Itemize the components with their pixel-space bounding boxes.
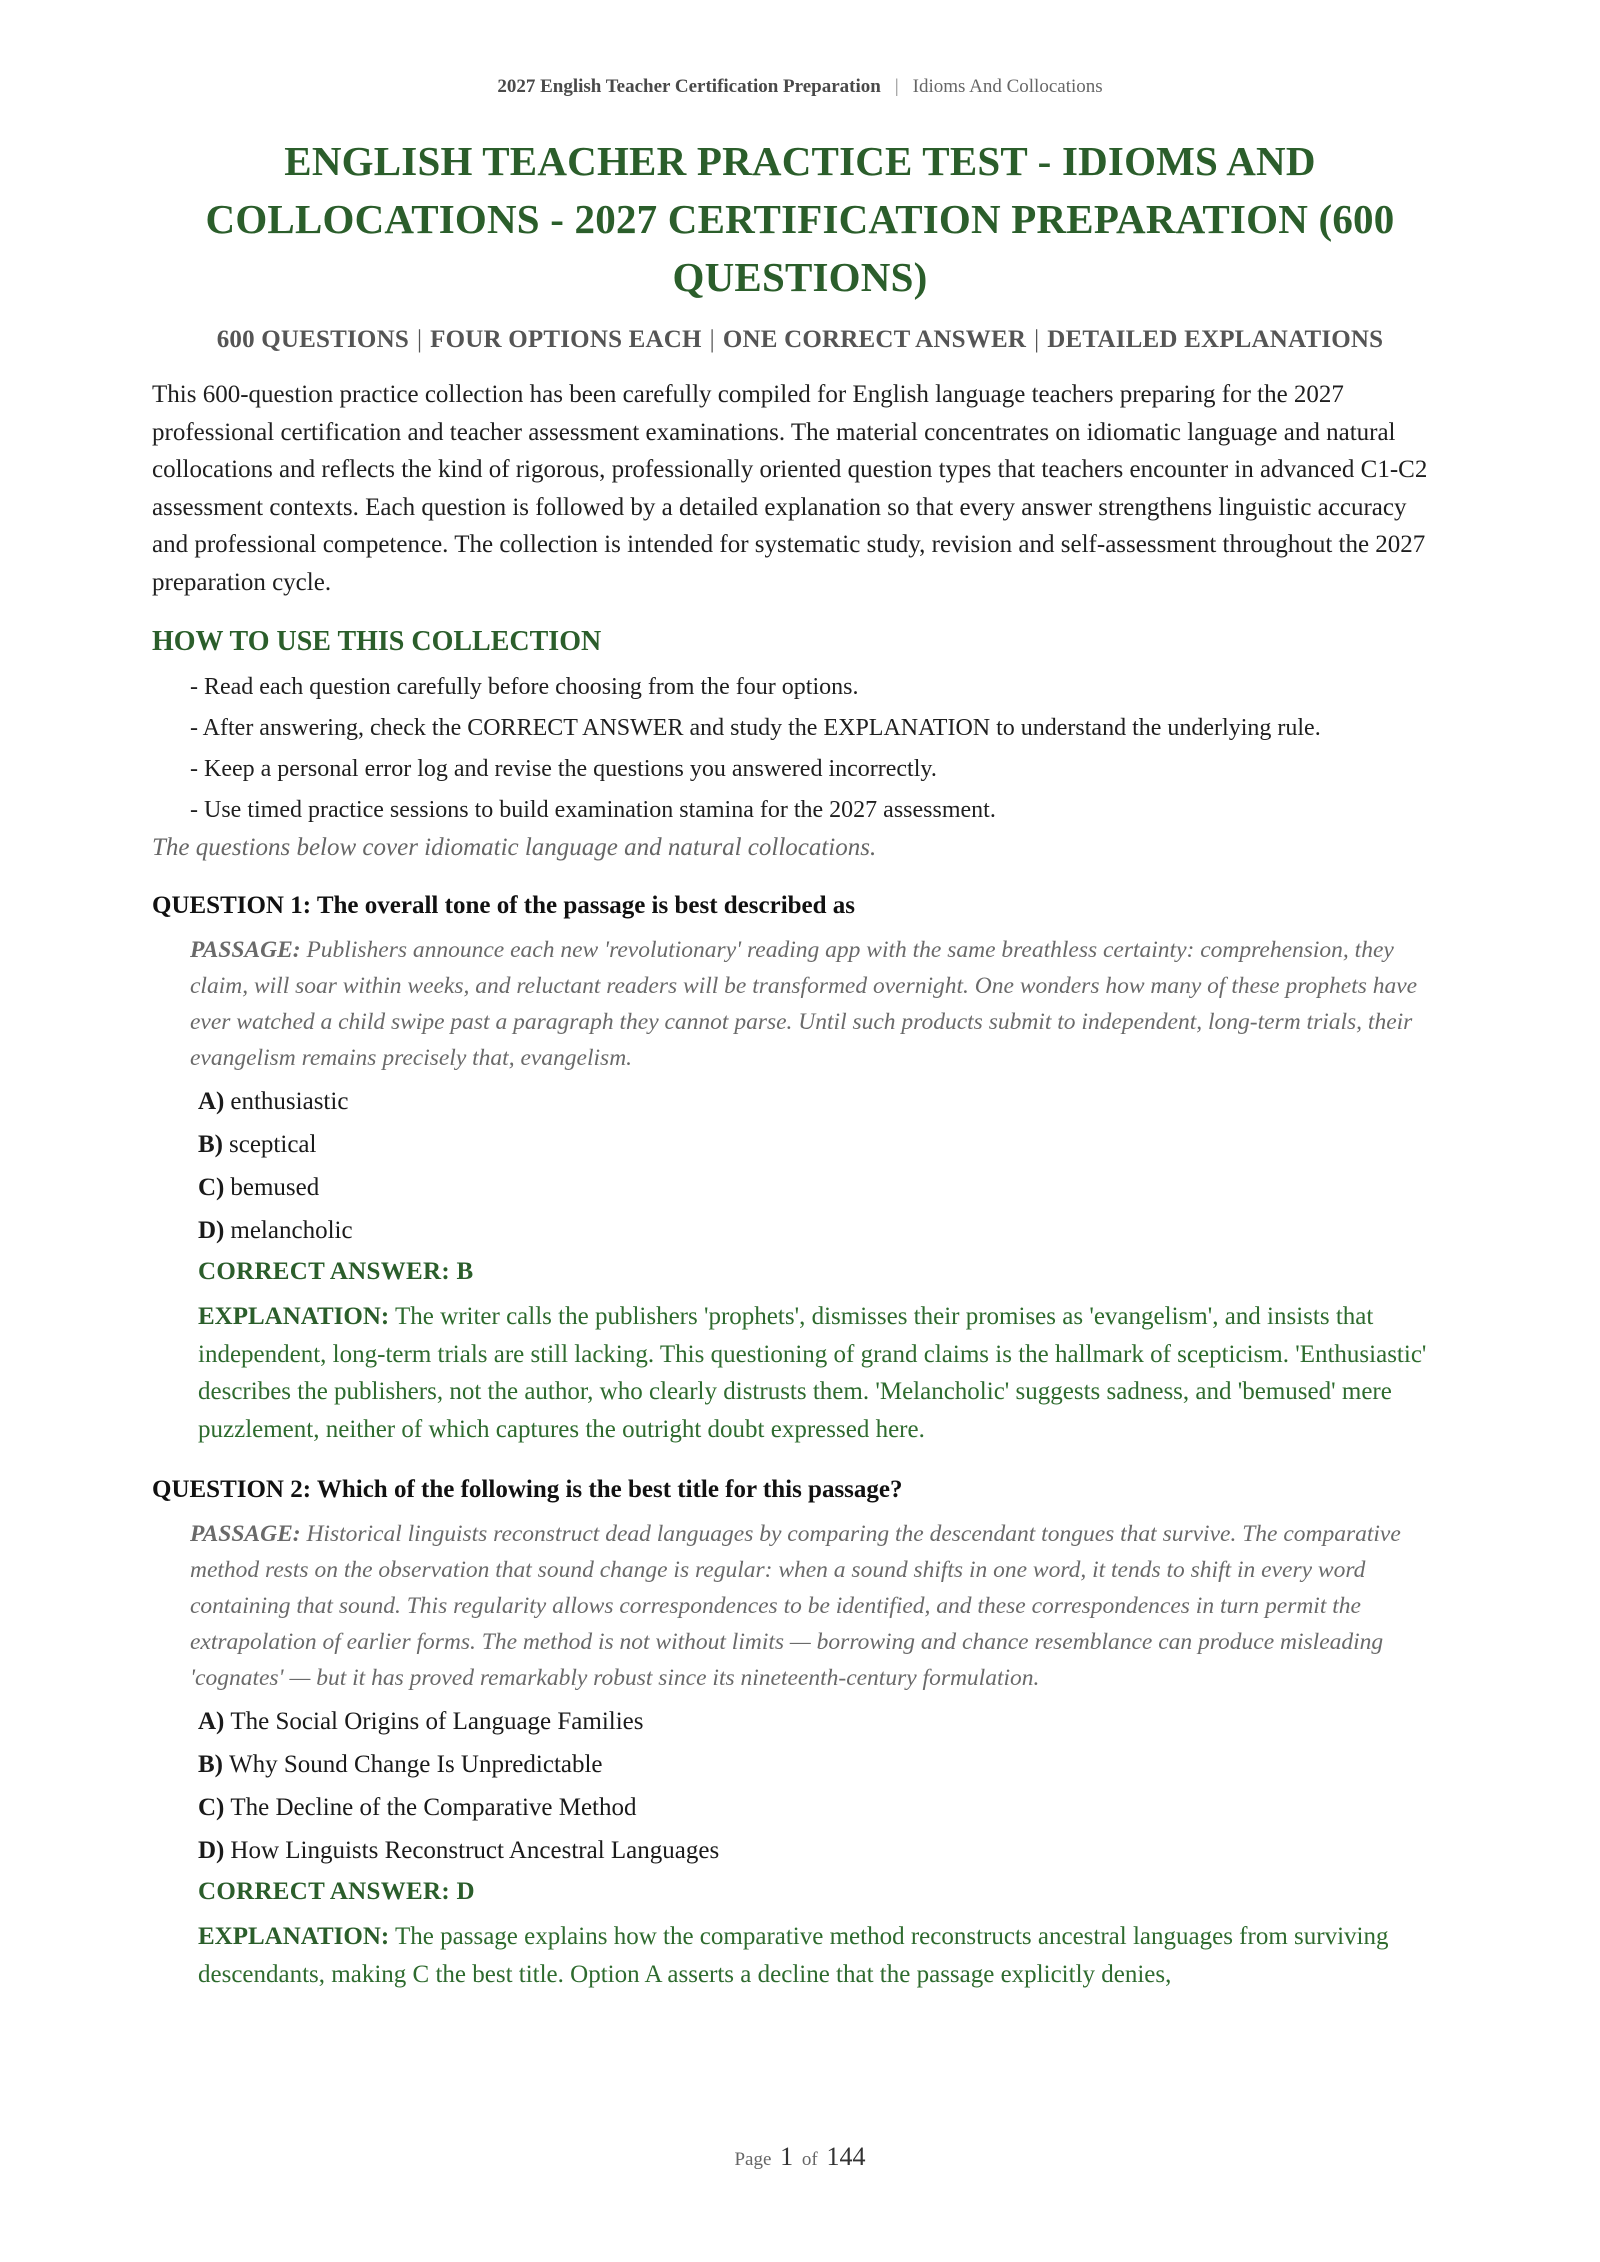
answer-options [198,1086,1448,1246]
option-letter: C) [198,1794,225,1821]
header-series-title: 2027 English Teacher Certification Preparation [497,76,881,97]
explanation-text: The passage explains how the comparative method reconstructs ancestral languages from surviving descendants, making C the best title. Option A asserts a decline that the passage explicitly denies, [198,1923,1389,1988]
answer-option-c [198,1172,1448,1203]
list-item: - Use timed practice sessions to build examination stamina for the 2027 assessment. [190,797,996,823]
how-to-use-heading: HOW TO USE THIS COLLECTION [152,626,602,657]
subtitle-separator: | [1034,326,1040,353]
running-header [0,76,1600,98]
document-title: ENGLISH TEACHER PRACTICE TEST - IDIOMS AND COLLOCATIONS - 2027 CERTIFICATION PREPARATION (600 QUESTIONS) [205,138,1395,300]
header-separator: | [894,76,899,97]
answer-options [198,1706,1448,1866]
page-number: 1 [780,2142,794,2171]
option-text: Why Sound Change Is Unpredictable [229,1751,603,1778]
passage-text: Publishers announce each new 'revolutionary' reading app with the same breathless certainty: comprehension, they claim, will soar within weeks, and reluctant readers will be transformed overnight. One wonders how many of these prophets have ever watched a child swipe past a paragraph they cannot parse. Until such products submit to independent, long-term trials, their evangelism remains precisely that, evangelism. [190,937,1418,1071]
passage [190,1516,1448,1696]
collection-note: The questions below cover idiomatic language and natural collocations. [152,834,877,861]
passage-label: PASSAGE: [190,1521,301,1547]
answer-option-b [198,1749,1448,1780]
option-text: How Linguists Reconstruct Ancestral Languages [230,1837,720,1864]
explanation-text: The writer calls the publishers 'prophets', dismisses their promises as 'evangelism', and insists that independent, long-term trials are still lacking. This questioning of grand claims is the hallmark of scepticism. 'Enthusiastic' describes the publishers, not the author, who clearly distrusts them. 'Melancholic' suggests sadness, and 'bemused' mere puzzlement, neither of which captures the outright doubt expressed here. [198,1303,1427,1443]
explanation-label: EXPLANATION: [198,1923,390,1950]
option-text: melancholic [230,1217,353,1244]
option-letter: B) [198,1751,223,1778]
list-item: - Keep a personal error log and revise the questions you answered incorrectly. [190,756,937,782]
option-letter: A) [198,1708,225,1735]
page-footer [0,2142,1600,2172]
page-total: 144 [826,2142,866,2171]
how-to-use-list [152,670,1448,828]
option-letter: D) [198,1837,225,1864]
page-content [152,132,1448,1993]
document-subtitle [152,326,1448,354]
option-letter: B) [198,1131,223,1158]
intro-paragraph: This 600-question practice collection has been carefully compiled for English language teachers preparing for the 2027 professional certification and teacher assessment examinations. The material concentrates on idiomatic language and natural collocations and reflects the kind of rigorous, professionally oriented question types that teachers encounter in advanced C1-C2 assessment contexts. Each question is followed by a detailed explanation so that every answer strengthens linguistic accuracy and professional competence. The collection is intended for systematic study, revision and self-assessment throughout the 2027 preparation cycle. [152,381,1428,596]
list-item: - After answering, check the CORRECT ANSWER and study the EXPLANATION to understand the underlying rule. [190,715,1321,741]
passage [190,932,1448,1076]
question-heading: QUESTION 2: Which of the following is the best title for this passage? [152,1476,903,1503]
explanation-label: EXPLANATION: [198,1303,390,1330]
option-text: bemused [230,1174,320,1201]
passage-text: Historical linguists reconstruct dead languages by comparing the descendant tongues that survive. The comparative method rests on the observation that sound change is regular: when a sound shifts in one word, it tends to shift in every word containing that sound. This regularity allows correspondences to be identified, and these correspondences in turn permit the extrapolation of earlier forms. The method is not without limits — borrowing and chance resemblance can produce misleading 'cognates' — but it has proved remarkably robust since its nineteenth-century formulation. [190,1521,1401,1691]
option-text: The Social Origins of Language Families [230,1708,644,1735]
option-letter: D) [198,1217,225,1244]
subtitle-separator: | [416,326,423,353]
option-letter: C) [198,1174,225,1201]
subtitle-item: DETAILED EXPLANATIONS [1047,326,1384,353]
header-section-title: Idioms And Collocations [912,76,1103,97]
option-text: sceptical [229,1131,317,1158]
option-text: enthusiastic [230,1088,349,1115]
answer-option-b [198,1129,1448,1160]
answer-option-d [198,1835,1448,1866]
option-text: The Decline of the Comparative Method [230,1794,637,1821]
subtitle-item: FOUR OPTIONS EACH [430,326,702,353]
answer-option-c [198,1792,1448,1823]
explanation [198,1918,1448,1993]
list-item: - Read each question carefully before choosing from the four options. [190,674,859,700]
question-block-2 [152,1476,1448,1993]
subtitle-separator: | [709,326,715,353]
correct-answer: CORRECT ANSWER: B [198,1258,474,1285]
answer-option-d [198,1215,1448,1246]
option-letter: A) [198,1088,225,1115]
page-label: Page [734,2149,772,2170]
answer-option-a [198,1706,1448,1737]
subtitle-item: 600 QUESTIONS [216,326,409,353]
explanation [198,1298,1448,1448]
question-heading: QUESTION 1: The overall tone of the passage is best described as [152,892,856,919]
answer-option-a [198,1086,1448,1117]
passage-label: PASSAGE: [190,937,301,963]
subtitle-item: ONE CORRECT ANSWER [722,326,1027,353]
question-block-1 [152,892,1448,1448]
correct-answer: CORRECT ANSWER: D [198,1878,475,1905]
page-of-label: of [801,2149,818,2170]
